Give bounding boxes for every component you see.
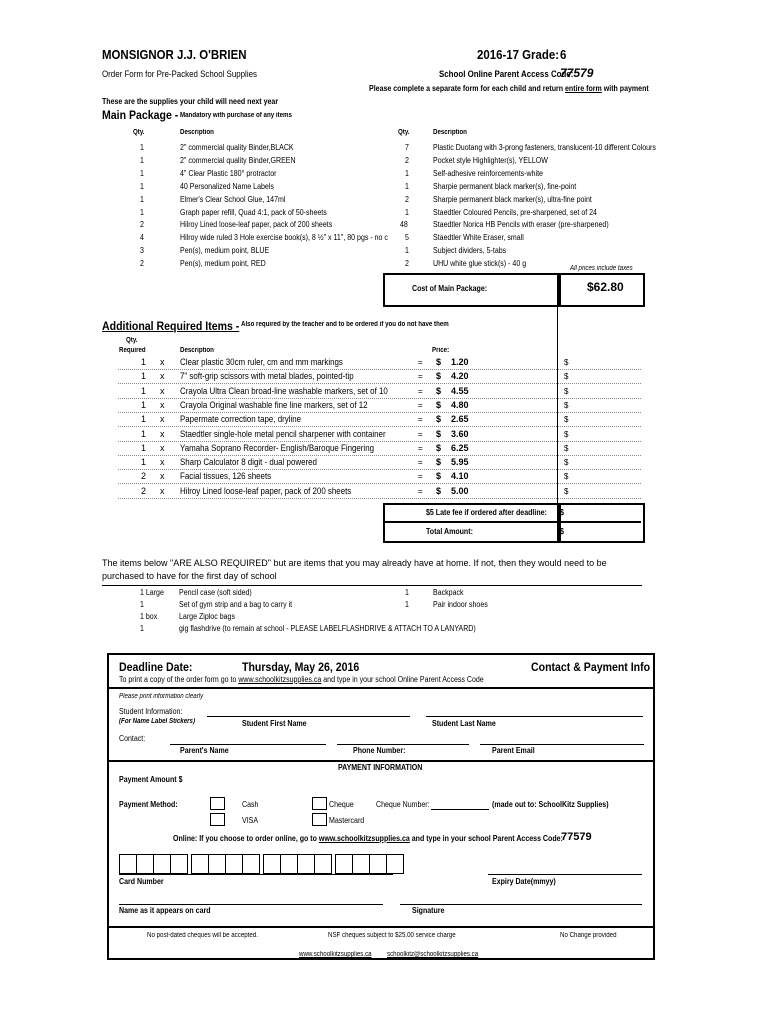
also-description: gig flashdrive (to remain at school - PLEASE LABELFLASHDRIVE & ATTACH TO A LANYARD) <box>179 624 476 633</box>
desc-header: Description <box>180 129 214 136</box>
equals-sign: = <box>418 486 423 496</box>
late-fee-label: $5 Late fee if ordered after deadline: <box>426 508 547 517</box>
row-divider <box>118 483 641 484</box>
equals-sign: = <box>418 358 423 367</box>
item-description: Pen(s), medium point, BLUE <box>180 246 270 256</box>
year-grade-label: 2016-17 Grade: <box>477 47 560 62</box>
card-digit-box[interactable] <box>225 854 243 874</box>
item-description: Graph paper refill, Quad 4:1, pack of 50-sheets <box>180 207 327 217</box>
equals-sign: = <box>418 458 423 468</box>
card-number-underline <box>119 874 393 875</box>
row-divider <box>118 426 641 427</box>
also-required-divider <box>102 585 642 586</box>
item-qty: 2 <box>140 220 144 230</box>
signature-label: Signature <box>412 906 445 915</box>
cost-label: Cost of Main Package: <box>412 284 488 293</box>
cheque-number-label: Cheque Number: <box>376 800 430 809</box>
card-digit-box[interactable] <box>170 854 188 874</box>
price-currency: $ <box>436 371 442 382</box>
row-divider <box>118 369 641 370</box>
card-digit-box[interactable] <box>386 854 404 874</box>
line-total: $ <box>564 372 569 382</box>
footer-website-link[interactable]: www.schoolkitzsupplies.ca <box>299 951 372 958</box>
item-description: Plastic Duotang with 3-prong fasteners, translucent-10 different Colours <box>433 143 656 152</box>
name-label-stickers: (For Name Label Stickers) <box>119 718 196 725</box>
total-value: $ <box>560 527 564 536</box>
item-description: Self-adhesive reinforcements-white <box>433 168 543 178</box>
taxes-note: All prices include taxes <box>570 265 633 272</box>
item-qty: 1 <box>140 143 144 152</box>
mandatory-note: Mandatory with purchase of any items <box>180 112 292 119</box>
item-description: UHU white glue stick(s) - 40 g <box>433 259 527 269</box>
multiply-sign: x <box>160 399 165 410</box>
card-digit-box[interactable] <box>297 854 315 874</box>
item-qty: 1 <box>140 194 144 204</box>
item-qty: 3 <box>140 246 144 256</box>
item-qty: 1 <box>140 181 144 191</box>
parent-name-label: Parent's Name <box>180 746 229 755</box>
also-qty: 1 <box>140 624 144 633</box>
multiply-sign: x <box>160 442 165 453</box>
card-digit-box[interactable] <box>242 854 260 874</box>
additional-description: Yamaha Soprano Recorder- English/Baroque Fingering <box>180 442 375 453</box>
equals-sign: = <box>418 443 423 453</box>
additional-qty: 1 <box>141 442 147 453</box>
price-currency: $ <box>436 442 442 453</box>
form-subtitle: Order Form for Pre-Packed School Supplies <box>102 69 257 79</box>
student-first-name-label: Student First Name <box>242 719 307 728</box>
additional-qty: 1 <box>141 414 147 425</box>
cost-value: $62.80 <box>587 280 624 294</box>
equals-sign: = <box>418 472 423 482</box>
card-digit-box[interactable] <box>136 854 154 874</box>
line-total: $ <box>564 386 569 396</box>
deadline-date: Thursday, May 26, 2016 <box>242 660 360 674</box>
also-qty: 1 <box>405 600 409 609</box>
no-change-note: No Change provided <box>560 932 617 939</box>
additional-qty: 1 <box>141 399 147 410</box>
made-out-to: (made out to: SchoolKitz Supplies) <box>492 800 609 809</box>
item-description: Subject dividers, 5-tabs <box>433 246 507 256</box>
deadline-label: Deadline Date: <box>119 660 193 674</box>
additional-qty: 1 <box>141 357 147 367</box>
also-qty: 1 Large <box>140 588 164 597</box>
expiry-label: Expiry Date(mmyy) <box>492 877 556 886</box>
multiply-sign: x <box>160 428 165 439</box>
desc-header-right: Description <box>433 129 467 136</box>
item-qty: 1 <box>405 181 409 191</box>
item-description: Sharpie permanent black marker(s), ultra-fine point <box>433 194 592 204</box>
cheque-label: Cheque <box>329 800 354 809</box>
price-currency: $ <box>436 428 442 439</box>
row-divider <box>118 441 641 442</box>
access-code-label: School Online Parent Access Code: <box>439 69 574 79</box>
card-digit-box[interactable] <box>335 854 353 874</box>
form-header-divider <box>107 687 655 689</box>
equals-sign: = <box>418 415 423 425</box>
payment-amount-label: Payment Amount $ <box>119 775 183 784</box>
online-url-link[interactable]: www.schoolkitzsupplies.ca <box>318 834 410 843</box>
additional-description: Hilroy Lined loose-leaf paper, pack of 200 sheets <box>180 485 352 496</box>
multiply-sign: x <box>160 457 165 468</box>
also-description: Pair indoor shoes <box>433 600 488 609</box>
card-digit-box[interactable] <box>352 854 370 874</box>
line-total: $ <box>564 400 569 410</box>
item-qty: 1 <box>140 155 144 165</box>
payment-info-heading: PAYMENT INFORMATION <box>338 763 423 772</box>
price-currency: $ <box>436 357 442 367</box>
price-currency: $ <box>436 385 442 396</box>
item-price: 5.95 <box>451 457 469 468</box>
card-digit-box[interactable] <box>369 854 387 874</box>
notes-divider <box>107 926 655 928</box>
also-qty: 1 <box>140 600 144 609</box>
additional-description: Facial tissues, 126 sheets <box>180 471 272 482</box>
item-qty: 2 <box>405 194 409 204</box>
card-number-label: Card Number <box>119 877 164 886</box>
payment-method-label: Payment Method: <box>119 800 178 809</box>
item-description: 40 Personalized Name Labels <box>180 181 274 191</box>
row-divider <box>118 469 641 470</box>
multiply-sign: x <box>160 385 165 396</box>
card-digit-box[interactable] <box>119 854 137 874</box>
contact-label: Contact: <box>119 734 146 743</box>
cheque-checkbox[interactable] <box>312 797 327 810</box>
equals-sign: = <box>418 400 423 410</box>
also-description: Large Ziploc bags <box>179 612 235 621</box>
total-label: Total Amount: <box>426 527 473 536</box>
multiply-sign: x <box>160 471 165 482</box>
print-url-link[interactable]: www.schoolkitzsupplies.ca <box>238 675 322 684</box>
price-currency: $ <box>436 414 442 425</box>
phone-number-label: Phone Number: <box>353 746 406 755</box>
equals-sign: = <box>418 372 423 382</box>
main-package-title: Main Package - <box>102 108 179 122</box>
phone-number-field[interactable] <box>337 744 469 745</box>
online-instructions: Online: If you choose to order online, go to www.schoolkitzsupplies.ca and type in your school Parent Access Code: <box>173 834 563 843</box>
card-digit-box[interactable] <box>153 854 171 874</box>
student-last-name-field[interactable] <box>426 716 643 717</box>
line-total: $ <box>564 358 569 367</box>
item-qty: 2 <box>140 259 144 269</box>
item-qty: 5 <box>405 233 409 243</box>
cheque-number-field[interactable] <box>431 809 489 810</box>
row-divider <box>118 398 641 399</box>
also-description: Backpack <box>433 588 464 597</box>
additional-title: Additional Required Items - <box>102 319 240 333</box>
item-price: 4.55 <box>451 385 469 396</box>
parent-name-field[interactable] <box>170 744 326 745</box>
row-divider <box>118 383 641 384</box>
item-price: 4.20 <box>451 371 469 382</box>
multiply-sign: x <box>160 371 165 382</box>
mastercard-checkbox[interactable] <box>312 813 327 826</box>
no-postdated-note: No post-dated cheques will be accepted. <box>147 932 258 939</box>
item-description: Pen(s), medium point, RED <box>180 259 266 269</box>
additional-description: Crayola Original washable fine line markers, set of 12 <box>180 399 368 410</box>
equals-sign: = <box>418 386 423 396</box>
card-digit-box[interactable] <box>280 854 298 874</box>
additional-description: Crayola Ultra Clean broad-line washable markers, set of 10 <box>180 385 388 396</box>
item-description: 2" commercial quality Binder,BLACK <box>180 143 294 152</box>
also-qty: 1 <box>405 588 409 597</box>
price-currency: $ <box>436 485 442 496</box>
item-price: 4.80 <box>451 399 469 410</box>
item-qty: 1 <box>140 168 144 178</box>
also-description: Pencil case (soft sided) <box>179 588 252 597</box>
card-digit-box[interactable] <box>263 854 281 874</box>
item-qty: 1 <box>140 207 144 217</box>
payment-divider <box>107 760 655 762</box>
row-divider <box>118 498 641 499</box>
card-digit-box[interactable] <box>314 854 332 874</box>
parent-email-label: Parent Email <box>492 746 535 755</box>
item-price: 5.00 <box>451 485 469 496</box>
grade-value: 6 <box>560 47 567 62</box>
line-total: $ <box>564 415 569 425</box>
multiply-sign: x <box>160 357 165 367</box>
nsf-note: NSF cheques subject to $25.00 service charge <box>328 932 456 939</box>
additional-qty: 1 <box>141 457 147 468</box>
also-required-text-2: purchased to have for the first day of school <box>102 571 277 581</box>
item-price: 2.65 <box>451 414 469 425</box>
online-access-code: 77579 <box>561 831 592 843</box>
visa-label: VISA <box>242 816 259 825</box>
line-total: $ <box>564 472 569 482</box>
additional-description: Staedtler single-hole metal pencil sharpener with container <box>180 428 386 439</box>
item-description: Pocket style Highlighter(s), YELLOW <box>433 155 548 165</box>
additional-note: Also required by the teacher and to be ordered if you do not have them <box>241 321 449 328</box>
line-total: $ <box>564 443 569 453</box>
multiply-sign: x <box>160 414 165 425</box>
school-name: MONSIGNOR J.J. O'BRIEN <box>102 47 247 62</box>
parent-email-field[interactable] <box>480 744 644 745</box>
price-currency: $ <box>436 399 442 410</box>
student-last-name-label: Student Last Name <box>432 719 496 728</box>
name-on-card-field[interactable] <box>119 904 383 905</box>
item-description: Sharpie permanent black marker(s), fine-point <box>433 181 577 191</box>
student-first-name-field[interactable] <box>207 716 410 717</box>
additional-qty: 2 <box>141 485 147 496</box>
additional-description: Papermate correction tape, dryline <box>180 414 302 425</box>
also-required-text-1: The items below "ARE ALSO REQUIRED" but are items that you may already have at home. If not, then they would need to be <box>102 558 607 568</box>
line-total: $ <box>564 429 569 439</box>
additional-qty: 2 <box>141 471 147 482</box>
additional-qty: 1 <box>141 385 147 396</box>
additional-qty: 1 <box>141 371 147 382</box>
equals-sign: = <box>418 429 423 439</box>
line-total: $ <box>564 486 569 496</box>
additional-qty: 1 <box>141 428 147 439</box>
late-fee-value-box <box>557 503 645 543</box>
expiry-field[interactable] <box>488 874 642 875</box>
price-currency: $ <box>436 457 442 468</box>
item-qty: 4 <box>140 233 144 243</box>
item-qty: 2 <box>405 259 409 269</box>
cash-label: Cash <box>242 800 259 809</box>
item-description: Hilroy wide ruled 3 Hole exercise book(s), 8 ½" x 11", 80 pgs - no c <box>180 233 388 243</box>
price-currency: $ <box>436 471 442 482</box>
supplies-note: These are the supplies your child will need next year <box>102 97 279 106</box>
late-fee-value: $ <box>560 508 564 517</box>
item-description: Staedtler White Eraser, small <box>433 233 524 243</box>
qty-header-right: Qty. <box>398 129 410 136</box>
item-qty: 48 <box>400 220 408 230</box>
footer-email-link[interactable]: schoolkitz@schoolkitzsupplies.ca <box>387 951 479 958</box>
name-on-card-label: Name as it appears on card <box>119 906 211 915</box>
card-digit-box[interactable] <box>191 854 209 874</box>
additional-description: 7" soft-grip scissors with metal blades, pointed-tip <box>180 371 354 382</box>
item-description: Hilroy Lined loose-leaf paper, pack of 200 sheets <box>180 220 333 230</box>
instruction-text: Please complete a separate form for each child and return entire form with payment <box>369 84 649 93</box>
access-code-value: 77579 <box>560 66 594 80</box>
item-description: 2" commercial quality Binder,GREEN <box>180 155 296 165</box>
item-qty: 2 <box>405 155 409 165</box>
qty-required-header-2: Required <box>119 347 146 354</box>
item-price: 3.60 <box>451 428 469 439</box>
multiply-sign: x <box>160 485 165 496</box>
mastercard-label: Mastercard <box>329 816 365 825</box>
item-description: Elmer's Clear School Glue, 147ml <box>180 194 286 204</box>
qty-header: Qty. <box>133 129 145 136</box>
contact-payment-title: Contact & Payment Info <box>531 660 651 674</box>
item-qty: 7 <box>405 143 409 152</box>
also-description: Set of gym strip and a bag to carry it <box>179 600 293 609</box>
visa-checkbox[interactable] <box>210 813 225 826</box>
item-qty: 1 <box>405 168 409 178</box>
item-price: 4.10 <box>451 471 469 482</box>
price-header: Price: <box>432 347 450 354</box>
item-description: Staedtler Coloured Pencils, pre-sharpened, set of 24 <box>433 207 597 217</box>
item-description: 4" Clear Plastic 180° protractor <box>180 168 277 178</box>
print-clearly-note: Please print information clearly <box>119 693 204 700</box>
item-qty: 1 <box>405 207 409 217</box>
signature-field[interactable] <box>400 904 642 905</box>
additional-description: Sharp Calculator 8 digit - dual powered <box>180 457 317 468</box>
item-price: 6.25 <box>451 442 469 453</box>
print-instructions: To print a copy of the order form go to www.schoolkitzsupplies.ca and type in your school Online Parent Access Code <box>119 675 484 684</box>
student-info-label: Student Information: <box>119 707 183 716</box>
additional-desc-header: Description <box>180 347 214 354</box>
card-digit-box[interactable] <box>208 854 226 874</box>
row-divider <box>118 412 641 413</box>
line-total: $ <box>564 458 569 468</box>
row-divider <box>118 455 641 456</box>
additional-description: Clear plastic 30cm ruler, cm and mm markings <box>180 357 343 367</box>
cash-checkbox[interactable] <box>210 797 225 810</box>
also-qty: 1 box <box>140 612 158 621</box>
item-price: 1.20 <box>451 357 469 367</box>
qty-required-header-1: Qty. <box>126 337 138 344</box>
item-description: Staedtler Norica HB Pencils with eraser (pre-sharpened) <box>433 220 609 230</box>
item-qty: 1 <box>405 246 409 256</box>
